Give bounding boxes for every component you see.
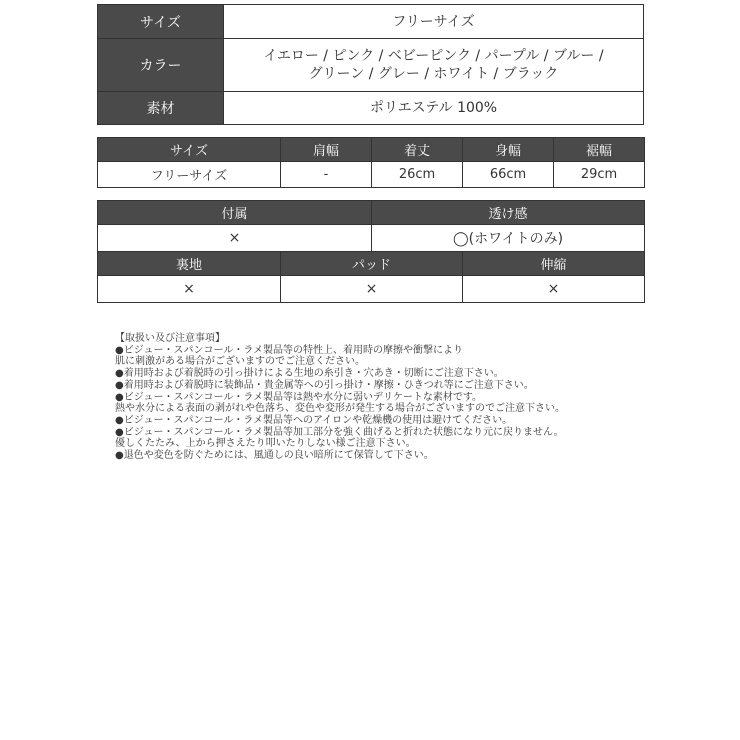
spec-row-material	[98, 92, 644, 125]
measurement-header-row	[98, 138, 645, 162]
measure-header-size: サイズ	[98, 138, 281, 162]
measure-size: フリーサイズ	[98, 162, 281, 188]
pad-label: パッド	[281, 252, 463, 276]
spec-row-color	[98, 39, 644, 92]
size-value: フリーサイズ	[224, 5, 644, 39]
stretch-label: 伸縮	[463, 252, 645, 276]
measure-header-hem: 裾幅	[554, 138, 645, 162]
measure-hem: 29cm	[554, 162, 645, 188]
feature-value-row-2	[98, 276, 645, 303]
accessory-label: 付属	[98, 201, 372, 225]
note-line: ●ビジュー・スパンコール・ラメ製品等は熱や水分に弱いデリケートな素材です。	[115, 391, 483, 403]
measure-header-length: 着丈	[372, 138, 463, 162]
color-value-line-2: グリーン / グレー / ホワイト / ブラック	[308, 66, 559, 82]
color-label: カラー	[98, 39, 224, 92]
note-line: ●ビジュー・スパンコール・ラメ製品等加工部分を強く曲げると折れた状態になり元に戻りません。	[115, 426, 564, 438]
notes-heading: 【取扱い及び注意事項】	[115, 333, 225, 344]
measure-width: 66cm	[463, 162, 554, 188]
note-line: 熱や水分による表面の剥がれや色落ち、変色や変形が発生する場合がございますのでご注意下さい。	[115, 403, 565, 415]
note-line: 肌に刺激がある場合がございますのでご注意ください。	[115, 356, 365, 368]
note-line: ●ビジュー・スパンコール・ラメ製品等へのアイロンや乾燥機の使用は避けてください。	[115, 414, 513, 426]
size-label: サイズ	[98, 5, 224, 39]
color-value-line-1: イエロー / ピンク / ベビーピンク / パープル / ブルー /	[263, 48, 604, 64]
spec-table	[97, 4, 644, 125]
note-line: ●退色や変色を防ぐためには、風通しの良い暗所にて保管して下さい。	[115, 450, 434, 462]
note-line: ●着用時および着脱時に装飾品・貴金属等への引っ掛け・摩擦・ひきつれ等にご注意下さい。	[115, 379, 534, 391]
measure-length: 26cm	[372, 162, 463, 188]
lining-label: 裏地	[98, 252, 281, 276]
lining-value: ×	[98, 276, 281, 303]
measure-shoulder: -	[281, 162, 372, 188]
note-line: ●ビジュー・スパンコール・ラメ製品等の特性上、着用時の摩擦や衝撃により	[115, 344, 464, 356]
sheerness-label: 透け感	[372, 201, 645, 225]
material-label: 素材	[98, 92, 224, 125]
feature-table	[97, 200, 645, 303]
measurement-table	[97, 137, 645, 188]
accessory-value: ×	[98, 225, 372, 252]
note-line: 優しくたたみ、上から押さえたり叩いたりしない様ご注意下さい。	[115, 438, 416, 450]
pad-value: ×	[281, 276, 463, 303]
spec-row-size	[98, 5, 644, 39]
measurement-value-row	[98, 162, 645, 188]
stretch-value: ×	[463, 276, 645, 303]
feature-header-row-2	[98, 252, 645, 276]
note-line: ●着用時および着脱時の引っ掛けによる生地の糸引き・穴あき・切断にご注意下さい。	[115, 368, 504, 380]
sheerness-value: ◯(ホワイトのみ)	[372, 225, 645, 252]
feature-header-row-1	[98, 201, 645, 225]
care-notes	[115, 333, 615, 462]
measure-header-width: 身幅	[463, 138, 554, 162]
feature-value-row-1	[98, 225, 645, 252]
color-value	[224, 39, 644, 92]
material-value: ポリエステル 100%	[224, 92, 644, 125]
measure-header-shoulder: 肩幅	[281, 138, 372, 162]
